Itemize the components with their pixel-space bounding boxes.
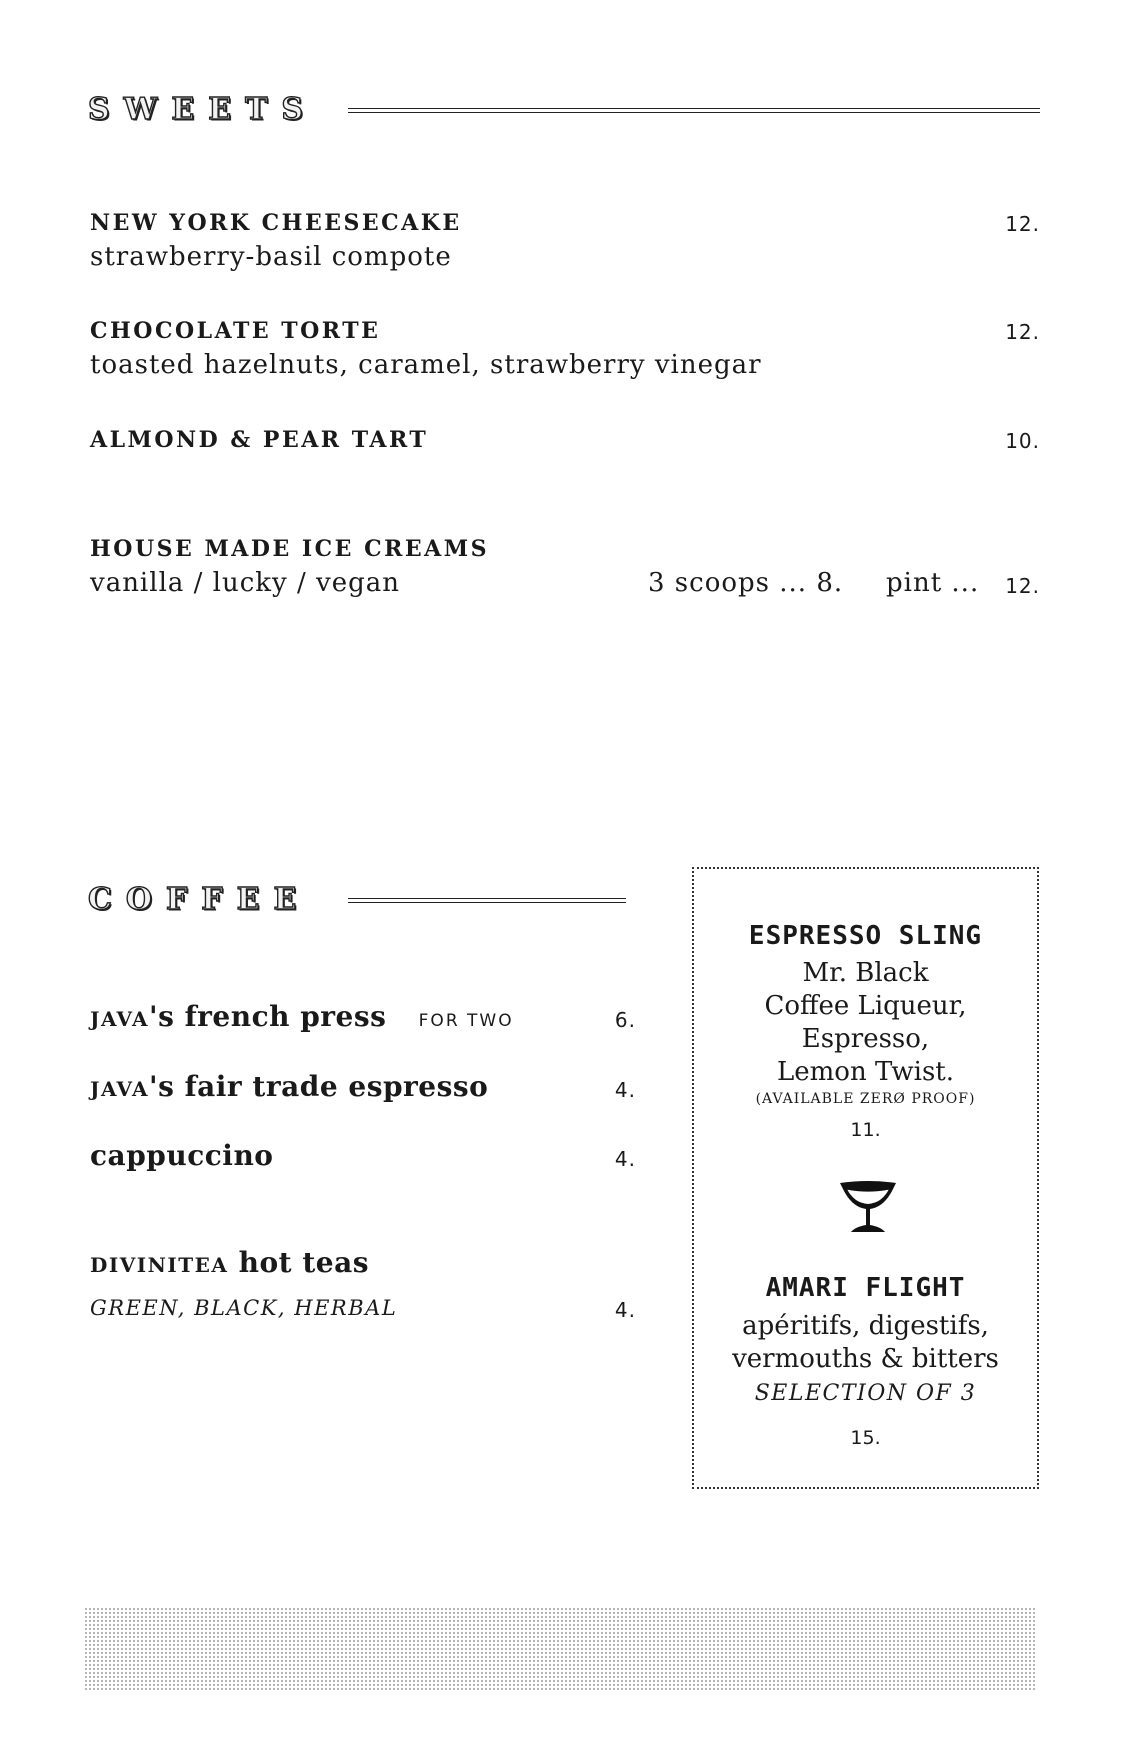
item-name-text: 's fair trade espresso [149,1070,489,1103]
ice-cream-scoops-price: 3 scoops ... 8. [648,568,844,598]
item-name [90,1000,397,1033]
sweets-section-title: SWEETS [88,92,318,127]
item-price: 4. [614,1298,636,1322]
specials-box [692,867,1039,1489]
item-price: 4. [614,1147,636,1171]
amari-flight-selection: SELECTION OF 3 [754,1381,977,1406]
item-brand: JAVA [90,1007,150,1031]
coffee-title-rule [348,898,626,903]
espresso-sling-line: Mr. Black [802,958,929,988]
item-name-text: hot teas [228,1246,369,1279]
amari-flight-title: AMARI FLIGHT [765,1273,966,1303]
item-price: 12. [1005,212,1040,236]
item-name: NEW YORK CHEESECAKE [90,210,462,236]
item-name-text: 's french press [149,1000,387,1033]
espresso-sling-title: ESPRESSO SLING [748,921,983,951]
item-brand: DIVINITEA [90,1253,229,1277]
item-name: HOUSE MADE ICE CREAMS [90,536,489,562]
item-name: CHOCOLATE TORTE [90,318,381,344]
item-brand: JAVA [90,1077,150,1101]
espresso-sling-price: 11. [850,1119,881,1141]
coffee-section-title: COFFEE [88,882,311,917]
amari-flight-price: 15. [850,1427,881,1449]
cocktail-glass-icon [837,1177,899,1239]
coffee-item-cappuccino: cappuccino [90,1139,274,1172]
espresso-sling-line: Espresso, [801,1024,930,1054]
amari-flight-line: vermouths & bitters [732,1344,999,1374]
item-price: 10. [1005,429,1040,453]
item-price: 12. [1005,320,1040,344]
item-price: 6. [614,1008,636,1032]
item-name: ALMOND & PEAR TART [90,427,429,453]
amari-flight-line: apéritifs, digestifs, [742,1311,989,1341]
coffee-item-espresso [90,1070,488,1103]
espresso-sling-line: Lemon Twist. [776,1057,954,1087]
item-description: strawberry-basil compote [90,242,452,272]
item-price: 4. [614,1078,636,1102]
item-price: 12. [1005,574,1040,598]
tea-types: GREEN, BLACK, HERBAL [90,1296,398,1320]
espresso-sling-line: Coffee Liqueur, [764,991,967,1021]
item-note: FOR TWO [418,1011,514,1031]
item-description: toasted hazelnuts, caramel, strawberry vinegar [90,350,762,380]
halftone-band [84,1607,1036,1690]
coffee-item-hot-teas [90,1246,369,1279]
espresso-sling-note: (AVAILABLE ZERØ PROOF) [755,1091,976,1107]
sweets-title-rule [348,108,1040,113]
item-description: vanilla / lucky / vegan [90,568,400,598]
ice-cream-pint-label: pint ... [886,568,980,598]
